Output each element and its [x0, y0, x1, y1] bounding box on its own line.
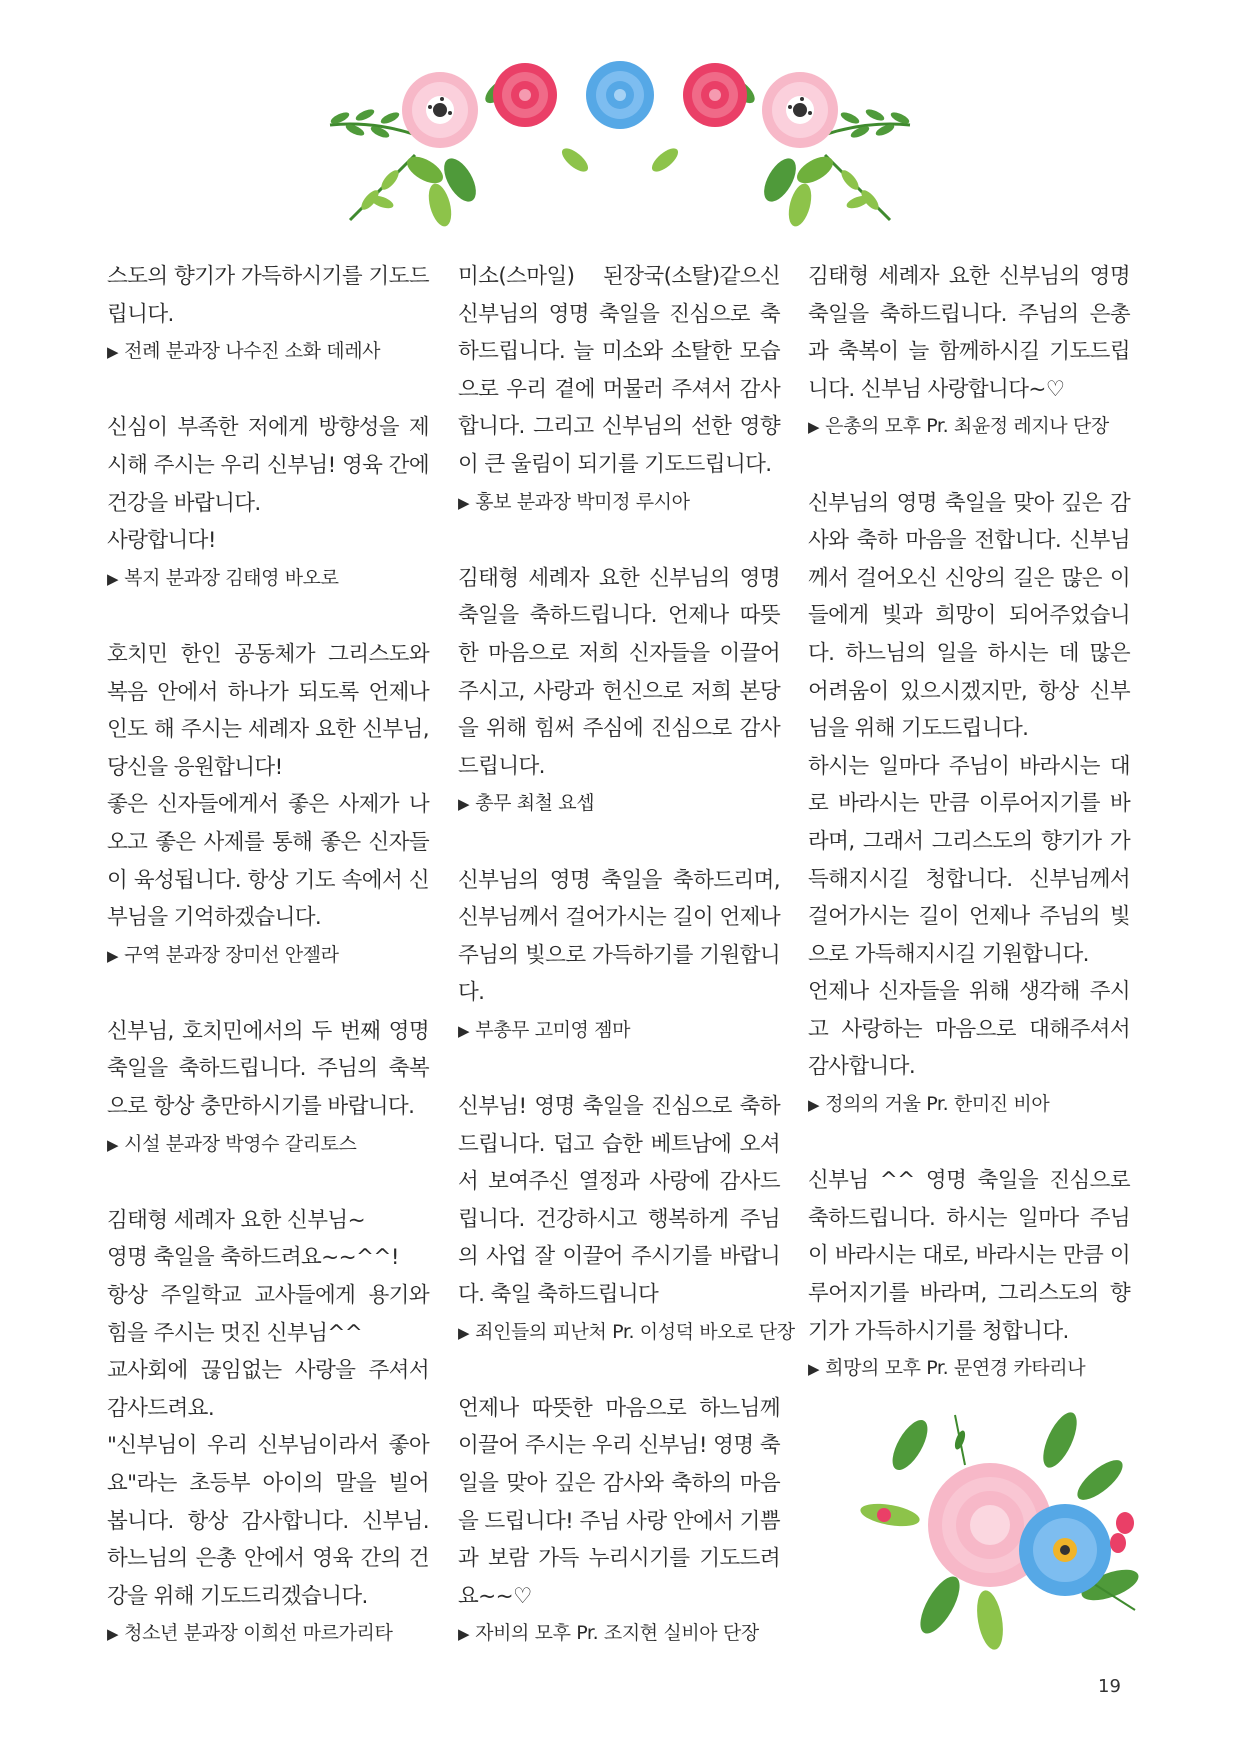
message-text: 김태형 세례자 요한 신부님의 영명 축일을 축하드립니다. 언제나 따뜻한 마음으로 저희 신자들을 이끌어 주시고, 사랑과 헌신으로 저희 본당을 위해 힘써 주심에 진심으로 감사드립니다.	[458, 565, 780, 779]
message-block	[808, 258, 1130, 447]
arrow-icon: ▶	[107, 946, 119, 965]
page-number: 19	[1098, 1676, 1121, 1697]
arrow-icon: ▶	[808, 418, 820, 437]
message-text: 미소(스마일) 된장국(소탈)같으신 신부님의 영명 축일을 진심으로 축하드립니다. 늘 미소와 소탈한 모습으로 우리 곁에 머물러 주셔서 감사합니다. 그리고 신부님의 선한 영향이 큰 울림이 되기를 기도드립니다.	[458, 264, 780, 477]
blue-flower-icon	[1019, 1504, 1111, 1596]
arrow-icon: ▶	[107, 1625, 119, 1644]
message-text: 스도의 향기가 가득하시기를 기도드립니다.	[107, 264, 429, 327]
arrow-icon: ▶	[458, 1021, 470, 1040]
signature: ▶ 홍보 분과장 박미정 루시아	[458, 490, 690, 513]
message-text: 신부님, 호치민에서의 두 번째 영명 축일을 축하드립니다. 주님의 축복으로 항상 충만하시기를 바랍니다.	[107, 1018, 429, 1120]
message-text: 김태형 세례자 요한 신부님의 영명 축일을 축하드립니다. 주님의 은총과 축복이 늘 함께하시길 기도드립니다. 신부님 사랑합니다~♡	[808, 264, 1130, 402]
message-block	[458, 1088, 795, 1352]
top-floral-garland	[320, 50, 920, 250]
red-rose-left-icon	[493, 63, 557, 127]
signature: ▶ 죄인들의 피난처 Pr. 이성덕 바오로 단장	[458, 1320, 795, 1343]
arrow-icon: ▶	[107, 1135, 119, 1154]
arrow-icon: ▶	[458, 1323, 470, 1342]
red-rose-right-icon	[683, 63, 747, 127]
message-text: 신심이 부족한 저에게 방향성을 제시해 주시는 우리 신부님! 영육 간에 건강을 바랍니다. 사랑합니다!	[107, 415, 429, 554]
signature: ▶ 구역 분과장 장미선 안젤라	[107, 943, 339, 966]
message-block	[458, 560, 780, 824]
message-text: 신부님의 영명 축일을 축하드리며, 신부님께서 걸어가시는 길이 언제나 주님의 빛으로 가득하기를 기원합니다.	[458, 867, 780, 1006]
signature: ▶ 부총무 고미영 젬마	[458, 1018, 631, 1041]
pink-flower-left-icon	[402, 72, 478, 148]
signature: ▶ 자비의 모후 Pr. 조지현 실비아 단장	[458, 1622, 759, 1645]
column-3	[808, 258, 1130, 1426]
signature: ▶ 시설 분과장 박영수 갈리토스	[107, 1132, 357, 1155]
signature: ▶ 전례 분과장 나수진 소화 데레사	[107, 340, 381, 363]
arrow-icon: ▶	[107, 343, 119, 362]
pink-flower-right-icon	[762, 72, 838, 148]
message-text: 신부님 ^^ 영명 축일을 진심으로 축하드립니다. 하시는 일마다 주님이 바라시는 대로, 바라시는 만큼 이루어지기를 바라며, 그리스도의 향기가 가득하시기를 청합니다.	[808, 1168, 1130, 1344]
message-block	[107, 258, 429, 372]
signature: ▶ 희망의 모후 Pr. 문연경 카타리나	[808, 1357, 1086, 1380]
bottom-floral-bouquet	[850, 1405, 1170, 1655]
signature: ▶ 총무 최철 요셉	[458, 792, 595, 815]
message-block	[107, 409, 429, 598]
signature: ▶ 정의의 거울 Pr. 한미진 비아	[808, 1093, 1050, 1116]
signature: ▶ 복지 분과장 김태영 바오로	[107, 566, 339, 589]
message-text: 신부님! 영명 축일을 진심으로 축하드립니다. 덥고 습한 베트남에 오셔서 보여주신 열정과 사랑에 감사드립니다. 건강하시고 행복하게 주님의 사업 잘 이끌어 주시기를 바랍니다. 축일 축하드립니다	[458, 1094, 780, 1308]
message-block	[458, 1390, 780, 1654]
message-block	[458, 258, 780, 522]
message-text: 언제나 따뜻한 마음으로 하느님께 이끌어 주시는 우리 신부님! 영명 축일을 맞아 깊은 감사와 축하의 마음을 드립니다! 주님 사랑 안에서 기쁨과 보람 가득 누리시기를 기도드려요~~♡	[458, 1395, 780, 1609]
arrow-icon: ▶	[458, 795, 470, 814]
message-block	[458, 862, 780, 1051]
message-text: 신부님의 영명 축일을 맞아 깊은 감사와 축하 마음을 전합니다. 신부님께서 걸어오신 신앙의 길은 많은 이들에게 빛과 희망이 되어주었습니다. 하느님의 일을 하시는 데 많은 어려움이 있으시겠지만, 항상 신부님을 위해 기도드립니다. 하시는 일마다 주님이 바라시는 대로 바라시는 만큼 이루어지기를 바라며, 그래서 그리스도의 향기가 가득해지시길 청합니다. 신부님께서 걸어가시는 길이 언제나 주님의 빛으로 가득해지시길 기원합니다. 언제나 신자들을 위해 생각해 주시고 사랑하는 마음으로 대해주셔서 감사합니다.	[808, 490, 1130, 1080]
message-block	[107, 1013, 429, 1164]
message-text: 호치민 한인 공동체가 그리스도와 복음 안에서 하나가 되도록 언제나 인도 해 주시는 세례자 요한 신부님, 당신을 응원합니다! 좋은 신자들에게서 좋은 사제가 나오고 좋은 사제를 통해 좋은 신자들이 육성됩니다. 항상 기도 속에서 신부님을 기억하겠습니다.	[107, 641, 429, 931]
arrow-icon: ▶	[107, 569, 119, 588]
column-1	[107, 258, 429, 1692]
message-block	[808, 485, 1130, 1125]
arrow-icon: ▶	[458, 493, 470, 512]
message-block	[808, 1162, 1130, 1389]
arrow-icon: ▶	[458, 1625, 470, 1644]
blue-rose-center-icon	[586, 61, 654, 129]
signature: ▶ 은총의 모후 Pr. 최윤정 레지나 단장	[808, 415, 1109, 438]
message-text: 김태형 세례자 요한 신부님~ 영명 축일을 축하드려요~~^^! 항상 주일학교 교사들에게 용기와 힘을 주시는 멋진 신부님^^ 교사회에 끊임없는 사랑을 주셔서 감사드려요. "신부님이 우리 신부님이라서 좋아요"라는 초등부 아이의 말을 빌어 봅니다. 항상 감사합니다. 신부님. 하느님의 은총 안에서 영육 간의 건강을 위해 기도드리겠습니다.	[107, 1207, 429, 1609]
arrow-icon: ▶	[808, 1360, 820, 1379]
arrow-icon: ▶	[808, 1096, 820, 1115]
signature: ▶ 청소년 분과장 이희선 마르가리타	[107, 1622, 393, 1645]
message-block	[107, 636, 429, 975]
column-2	[458, 258, 795, 1692]
message-block	[107, 1202, 429, 1654]
